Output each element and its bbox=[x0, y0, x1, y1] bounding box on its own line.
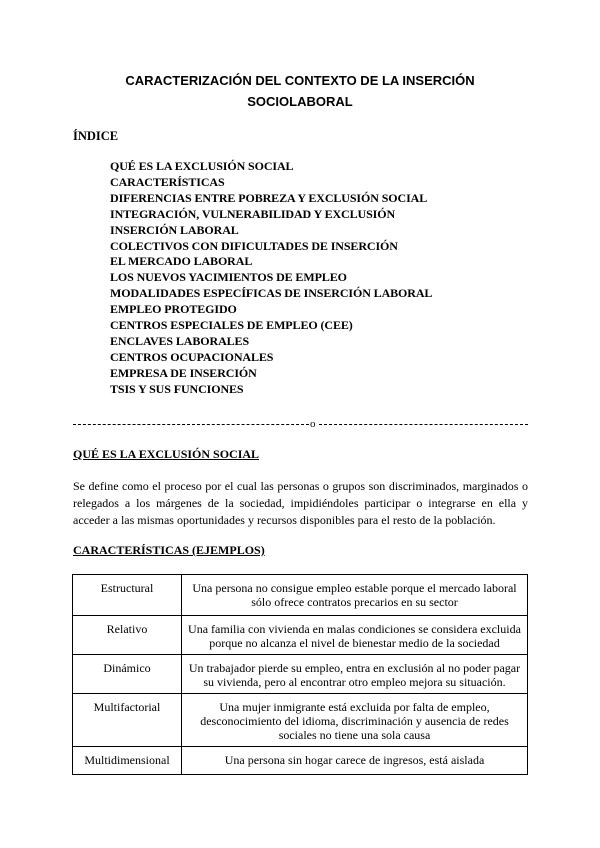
toc-item: CENTROS ESPECIALES DE EMPLEO (CEE) bbox=[110, 318, 353, 333]
table-cell-example: Una familia con vivienda en malas condiciones se considera excluida porque no alcanza el nivel de bienestar medio de la sociedad bbox=[182, 616, 528, 655]
table-row bbox=[73, 575, 528, 616]
table-row bbox=[73, 616, 528, 655]
title-line-2: SOCIOLABORAL bbox=[247, 94, 353, 109]
table-cell-type: Dinámico bbox=[73, 655, 182, 694]
toc-item: CENTROS OCUPACIONALES bbox=[110, 349, 274, 364]
table-cell-type: Estructural bbox=[73, 575, 182, 616]
section-heading-exclusion: QUÉ ES LA EXCLUSIÓN SOCIAL bbox=[73, 447, 260, 461]
document-title bbox=[60, 70, 540, 112]
title-line-1: CARACTERIZACIÓN DEL CONTEXTO DE LA INSERCIÓN bbox=[125, 73, 475, 88]
toc-item: QUÉ ES LA EXCLUSIÓN SOCIAL bbox=[110, 159, 294, 173]
toc-item: INSERCIÓN LABORAL bbox=[110, 222, 239, 237]
toc-item: CARACTERÍSTICAS bbox=[110, 174, 225, 189]
toc-item: ENCLAVES LABORALES bbox=[110, 333, 250, 348]
characteristics-table bbox=[72, 574, 528, 775]
table-row bbox=[73, 655, 528, 694]
toc-item: INTEGRACIÓN, VULNERABILIDAD Y EXCLUSIÓN bbox=[110, 206, 396, 221]
divider-line-right bbox=[319, 424, 528, 425]
table-of-contents bbox=[110, 159, 432, 398]
toc-item: EL MERCADO LABORAL bbox=[110, 254, 253, 269]
table-cell-type: Relativo bbox=[73, 616, 182, 655]
toc-item: DIFERENCIAS ENTRE POBREZA Y EXCLUSIÓN SOCIAL bbox=[110, 190, 428, 205]
divider-line-left bbox=[73, 424, 309, 425]
toc-item: LOS NUEVOS YACIMIENTOS DE EMPLEO bbox=[110, 270, 347, 285]
table-row bbox=[73, 694, 528, 747]
divider-center-mark: o bbox=[310, 418, 316, 430]
table-cell-type: Multifactorial bbox=[73, 694, 182, 747]
toc-item: EMPRESA DE INSERCIÓN bbox=[110, 365, 257, 380]
toc-item: MODALIDADES ESPECÍFICAS DE INSERCIÓN LABORAL bbox=[110, 286, 433, 301]
section-heading-characteristics: CARACTERÍSTICAS (EJEMPLOS) bbox=[73, 543, 265, 557]
table-cell-example: Una mujer inmigrante está excluida por falta de empleo, desconocimiento del idioma, discriminación y ausencia de redes sociales no tiene una sola causa bbox=[182, 694, 528, 747]
table-cell-example: Una persona no consigue empleo estable porque el mercado laboral sólo ofrece contratos precarios en su sector bbox=[182, 575, 528, 616]
table-row bbox=[73, 747, 528, 775]
toc-item: EMPLEO PROTEGIDO bbox=[110, 302, 237, 317]
toc-item: COLECTIVOS CON DIFICULTADES DE INSERCIÓN bbox=[110, 238, 398, 253]
table-cell-example: Un trabajador pierde su empleo, entra en exclusión al no poder pagar su vivienda, pero al encontrar otro empleo mejora su situación. bbox=[182, 655, 528, 694]
definition-paragraph: Se define como el proceso por el cual las personas o grupos son discriminados, marginados o relegados a los márgenes de la sociedad, impidiéndoles participar o integrarse en ella y acceder a las mismas oportunidades y recursos disponibles para el resto de la población. bbox=[73, 479, 528, 527]
table-cell-type: Multidimensional bbox=[73, 747, 182, 775]
table-cell-example: Una persona sin hogar carece de ingresos, está aislada bbox=[182, 747, 528, 775]
toc-item: TSIS Y SUS FUNCIONES bbox=[110, 381, 244, 396]
section-divider bbox=[73, 417, 528, 431]
index-heading: ÍNDICE bbox=[73, 129, 119, 143]
